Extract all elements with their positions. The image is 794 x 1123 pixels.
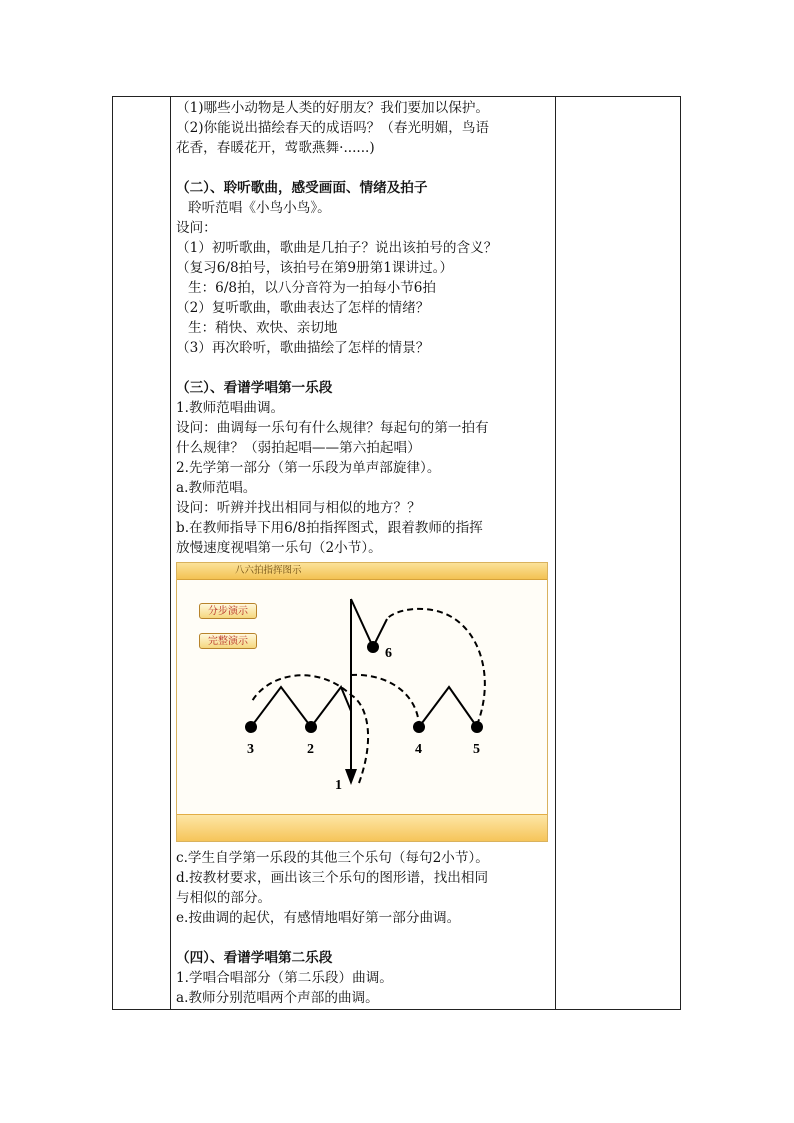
- downbeat-arrow: [345, 769, 357, 785]
- beat-label-3: 3: [247, 742, 254, 757]
- beat-label-5: 5: [473, 742, 480, 757]
- text-line: （复习6/8拍号，该拍号在第9册第1课讲过。）: [176, 260, 454, 276]
- text-line: c.学生自学第一乐段的其他三个乐句（每句2小节）。: [176, 850, 489, 866]
- conducting-diagram-screenshot: [176, 562, 548, 842]
- text-line: （2)你能说出描绘春天的成语吗？（春光明媚，鸟语: [176, 120, 490, 136]
- beat-label-2: 2: [307, 742, 314, 757]
- text-line: 1.教师范唱曲调。: [176, 400, 285, 416]
- text-line: （1)哪些小动物是人类的好朋友？我们要加以保护。: [176, 100, 490, 116]
- step-demo-button[interactable]: 分步演示: [199, 603, 257, 619]
- beat-path-4-5: [419, 687, 477, 727]
- connector-5-6: [387, 609, 485, 725]
- beat-dot-5: [471, 721, 483, 733]
- diagram-bottom-bar: [177, 814, 547, 841]
- text-line: 放慢速度视唱第一乐句（2小节）。: [176, 540, 382, 556]
- full-demo-button[interactable]: 完整演示: [199, 633, 257, 649]
- beat-label-1: 1: [335, 778, 342, 793]
- text-line: d.按教材要求，画出该三个乐句的图形谱，找出相同: [176, 870, 489, 886]
- connector-3-4: [351, 675, 419, 725]
- beat-dot-2: [305, 721, 317, 733]
- text-line: 设问：: [176, 220, 217, 236]
- text-line: 生：稍快、欢快、亲切地: [188, 320, 338, 336]
- text-line: 生：6/8拍，以八分音符为一拍每小节6拍: [188, 280, 437, 296]
- text-line: 花香，春暖花开，莺歌燕舞·......): [176, 140, 375, 156]
- beat-path-6: [351, 599, 387, 647]
- text-line: 聆听范唱《小鸟小鸟》。: [188, 200, 331, 216]
- text-line: e.按曲调的起伏，有感情地唱好第一部分曲调。: [176, 910, 461, 926]
- beat-dot-3: [245, 721, 257, 733]
- lesson-content: [176, 98, 554, 1008]
- conducting-pattern: [177, 563, 548, 842]
- section-heading-4: （四）、看谱学唱第二乐段: [176, 950, 333, 966]
- beat-dot-6: [367, 641, 379, 653]
- text-line: 设问：曲调每一乐句有什么规律？每起句的第一拍有: [176, 420, 489, 436]
- column-divider-right: [555, 97, 556, 1009]
- text-line: 什么规律？（弱拍起唱——第六拍起唱）: [176, 440, 421, 456]
- beat-dot-4: [413, 721, 425, 733]
- text-line: （3）再次聆听，歌曲描绘了怎样的情景？: [176, 340, 430, 356]
- section-heading-3: （三）、看谱学唱第一乐段: [176, 380, 333, 396]
- column-divider-left: [170, 97, 171, 1009]
- beat-label-4: 4: [415, 742, 422, 757]
- diagram-title: 八六拍指挥图示: [235, 565, 302, 576]
- text-line: 设问：听辨并找出相同与相似的地方？？: [176, 500, 421, 516]
- text-line: b.在教师指导下用6/8拍指挥图式，跟着教师的指挥: [176, 520, 483, 536]
- section-heading-2: （二）、聆听歌曲，感受画面、情绪及拍子: [176, 180, 428, 196]
- beat-path-2-3: [251, 687, 351, 727]
- text-line: a.教师分别范唱两个声部的曲调。: [176, 990, 379, 1006]
- text-line: （1）初听歌曲，歌曲是几拍子？说出该拍号的含义？: [176, 240, 498, 256]
- text-line: 2.先学第一部分（第一乐段为单声部旋律）。: [176, 460, 441, 476]
- text-line: 与相似的部分。: [176, 890, 272, 906]
- beat-label-6: 6: [385, 646, 392, 661]
- text-line: 1.学唱合唱部分（第二乐段）曲调。: [176, 970, 393, 986]
- text-line: （2）复听歌曲，歌曲表达了怎样的情绪？: [176, 300, 430, 316]
- text-line: a.教师范唱。: [176, 480, 257, 496]
